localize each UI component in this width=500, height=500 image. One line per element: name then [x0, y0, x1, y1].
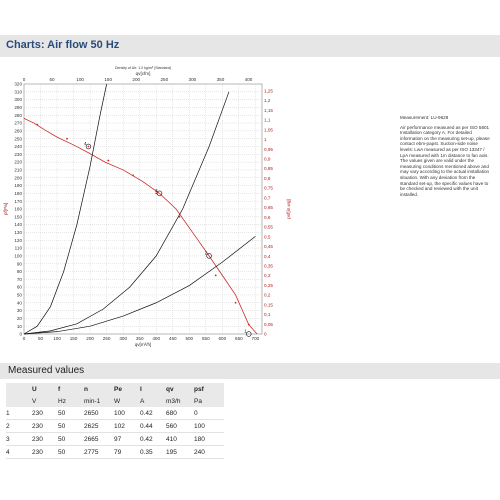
- right-tick-label: 0,5: [264, 234, 271, 240]
- y-tick-label: 90: [16, 261, 22, 267]
- table-cell: 50: [58, 446, 84, 459]
- table-cell: 100: [194, 420, 224, 433]
- y-tick-label: 210: [14, 167, 22, 173]
- measured-marker: [107, 160, 109, 162]
- table-cell: 240: [194, 446, 224, 459]
- table-header-cell: Pe: [114, 383, 140, 395]
- measured-values-header: [0, 363, 500, 379]
- table-cell: 2625: [84, 420, 114, 433]
- y-tick-label: 320: [14, 81, 22, 87]
- right-tick-label: 1,2: [264, 98, 271, 104]
- y-tick-label: 300: [14, 97, 22, 103]
- y-tick-label: 190: [14, 183, 22, 189]
- table-cell: 97: [114, 433, 140, 446]
- y-tick-label: 20: [16, 315, 22, 321]
- y-tick-label: 70: [16, 276, 22, 282]
- table-cell: 79: [114, 446, 140, 459]
- right-tick-label: 0,45: [264, 244, 273, 250]
- y-tick-label: 110: [14, 245, 22, 251]
- right-tick-label: 0,9: [264, 156, 271, 162]
- table-unit-cell: W: [114, 395, 140, 407]
- table-cell: 195: [166, 446, 194, 459]
- table-header-cell: f: [58, 383, 84, 395]
- table-unit-cell: [6, 395, 32, 407]
- y-tick-label: 30: [16, 308, 22, 314]
- x-tick-label: 500: [185, 336, 194, 341]
- x-tick-label: 650: [235, 336, 243, 341]
- right-tick-label: 0: [264, 331, 267, 337]
- table-row: [6, 420, 224, 433]
- measured-marker: [178, 216, 180, 218]
- measurement-description: Air performance measured as per ISO 5801 Installation category A. For detailed information on the measuring set-up, please contact ebm-papst. Suction-side noise levels: LwA measured as per ISO 13347 / LpA measured with 1m distance to fan axis. The values given are valid under the measuring conditions mentioned above and may vary according to the actual installation situation. With any deviation from the standard set-up, the specific values have to be checked and reviewed with the unit installed.: [400, 124, 490, 197]
- y-tick-label: 140: [14, 222, 22, 228]
- measured-marker: [36, 124, 38, 126]
- table-cell: 3: [6, 433, 32, 446]
- table-cell: 230: [32, 420, 58, 433]
- y-tick-label: 200: [14, 175, 22, 181]
- right-tick-label: 0,8: [264, 175, 271, 181]
- table-row: [6, 446, 224, 459]
- measured-marker: [215, 275, 217, 277]
- top-tick-label: 350: [216, 77, 225, 82]
- right-tick-label: 1: [264, 137, 267, 143]
- measured-values-title: Measured values: [8, 365, 85, 376]
- table-cell: 50: [58, 407, 84, 420]
- right-tick-label: 0,6: [264, 214, 271, 220]
- y-tick-label: 160: [14, 206, 22, 212]
- table-unit-cell: Hz: [58, 395, 84, 407]
- y-tick-label: 220: [14, 159, 22, 165]
- table-header-cell: [6, 383, 32, 395]
- table-cell: 100: [114, 407, 140, 420]
- right-tick-label: 0,7: [264, 195, 271, 201]
- x-tick-label: 550: [201, 336, 210, 341]
- right-tick-label: 0,35: [264, 263, 273, 269]
- right-tick-label: 1,05: [264, 127, 273, 133]
- table-unit-cell: m3/h: [166, 395, 194, 407]
- right-tick-label: 0,95: [264, 146, 273, 152]
- y-tick-label: 10: [16, 323, 22, 329]
- top-axis-title: qv[cfm]: [135, 71, 151, 76]
- right-tick-label: 0,1: [264, 312, 271, 318]
- top-tick-label: 0: [22, 77, 26, 82]
- x-tick-label: 200: [86, 336, 94, 341]
- airflow-chart: [0, 62, 300, 352]
- table-unit-cell: min-1: [84, 395, 114, 407]
- table-cell: 2650: [84, 407, 114, 420]
- table-cell: 50: [58, 420, 84, 433]
- table-row: [6, 407, 224, 420]
- x-tick-label: 150: [69, 336, 78, 341]
- right-tick-label: 0,75: [264, 185, 273, 191]
- table-cell: 50: [58, 433, 84, 446]
- measured-marker: [235, 302, 237, 304]
- x-tick-label: 600: [218, 336, 227, 341]
- y-tick-label: 240: [14, 144, 22, 150]
- table-header-row: [6, 383, 224, 395]
- y-tick-label: 40: [16, 300, 22, 306]
- table-header-cell: I: [140, 383, 166, 395]
- y-tick-label: 50: [16, 292, 22, 298]
- top-tick-label: 150: [104, 77, 113, 82]
- operating-point-label: 2: [204, 250, 208, 256]
- top-axis-caption: Density of Air: 1.2 kg/m³ (Standard): [114, 66, 172, 70]
- table-unit-cell: Pa: [194, 395, 224, 407]
- x-tick-label: 700: [251, 336, 260, 341]
- left-axis-title: pf[Pa]: [3, 202, 8, 216]
- right-tick-label: 0,3: [264, 273, 271, 279]
- table-cell: 0: [194, 407, 224, 420]
- right-tick-label: 0,2: [264, 292, 271, 298]
- table-cell: 102: [114, 420, 140, 433]
- right-tick-label: 0,05: [264, 321, 273, 327]
- table-cell: 1: [6, 407, 32, 420]
- y-tick-label: 120: [14, 237, 22, 243]
- x-tick-label: 400: [152, 336, 161, 341]
- x-tick-label: 50: [37, 336, 44, 341]
- table-cell: 680: [166, 407, 194, 420]
- table-cell: 0.42: [140, 407, 166, 420]
- chart-section-title: Charts: Air flow 50 Hz: [6, 39, 120, 51]
- top-tick-label: 50: [49, 77, 55, 82]
- right-tick-label: 0,4: [264, 253, 271, 259]
- table-header-cell: n: [84, 383, 114, 395]
- table-cell: 0.44: [140, 420, 166, 433]
- table-cell: 180: [194, 433, 224, 446]
- y-tick-label: 60: [16, 284, 22, 290]
- chart-section-header: [0, 35, 500, 57]
- measured-marker: [248, 324, 250, 326]
- x-tick-label: 0: [22, 336, 26, 341]
- operating-point-label: 1: [244, 328, 247, 334]
- bottom-axis-title: qv[m³/h]: [134, 342, 152, 347]
- table-unit-cell: A: [140, 395, 166, 407]
- top-tick-label: 200: [132, 77, 141, 82]
- y-tick-label: 0: [19, 331, 22, 337]
- table-cell: 410: [166, 433, 194, 446]
- top-tick-label: 100: [76, 77, 84, 82]
- table-cell: 230: [32, 407, 58, 420]
- x-tick-label: 250: [102, 336, 111, 341]
- table-header-cell: psf: [194, 383, 224, 395]
- y-tick-label: 80: [16, 269, 22, 275]
- y-tick-label: 280: [14, 112, 22, 118]
- measured-marker: [66, 138, 68, 140]
- right-axis-title: psf[in.wg]: [286, 199, 291, 219]
- x-tick-label: 300: [119, 336, 128, 341]
- table-header-cell: U: [32, 383, 58, 395]
- y-tick-label: 230: [14, 151, 22, 157]
- x-tick-label: 100: [53, 336, 61, 341]
- right-tick-label: 0,65: [264, 205, 273, 211]
- y-tick-label: 260: [14, 128, 22, 134]
- top-tick-label: 300: [188, 77, 197, 82]
- measured-marker: [88, 146, 90, 148]
- table-cell: 230: [32, 446, 58, 459]
- measurement-notes: [400, 115, 492, 201]
- table-cell: 2775: [84, 446, 114, 459]
- y-tick-label: 290: [14, 105, 22, 111]
- table-unit-row: [6, 395, 224, 407]
- right-tick-label: 0,85: [264, 166, 273, 172]
- y-tick-label: 250: [14, 136, 22, 142]
- measured-marker: [132, 175, 134, 177]
- table-cell: 2665: [84, 433, 114, 446]
- table-cell: 230: [32, 433, 58, 446]
- table-cell: 0.42: [140, 433, 166, 446]
- table-unit-cell: V: [32, 395, 58, 407]
- y-tick-label: 180: [14, 190, 22, 196]
- table-header-cell: qv: [166, 383, 194, 395]
- measured-values-table: [6, 383, 224, 459]
- y-tick-label: 130: [14, 230, 22, 236]
- y-tick-label: 150: [14, 214, 22, 220]
- y-tick-label: 310: [14, 89, 22, 95]
- right-tick-label: 1,25: [264, 88, 273, 94]
- table-cell: 2: [6, 420, 32, 433]
- operating-point-label: 3: [155, 187, 158, 193]
- y-tick-label: 170: [14, 198, 22, 204]
- top-tick-label: 250: [160, 77, 169, 82]
- right-tick-label: 0,15: [264, 302, 273, 308]
- x-tick-label: 350: [135, 336, 144, 341]
- measurement-id: Measurement: LU-9628: [400, 115, 449, 120]
- table-row: [6, 433, 224, 446]
- table-cell: 4: [6, 446, 32, 459]
- operating-point-label: 4: [83, 141, 87, 146]
- y-tick-label: 100: [14, 253, 22, 259]
- right-tick-label: 0,25: [264, 282, 273, 288]
- y-tick-label: 270: [14, 120, 22, 126]
- table-cell: 0.35: [140, 446, 166, 459]
- top-tick-label: 400: [244, 77, 253, 82]
- x-tick-label: 450: [168, 336, 177, 341]
- right-tick-label: 1,1: [264, 117, 271, 123]
- right-tick-label: 0,55: [264, 224, 273, 230]
- table-cell: 560: [166, 420, 194, 433]
- right-tick-label: 1,15: [264, 107, 273, 113]
